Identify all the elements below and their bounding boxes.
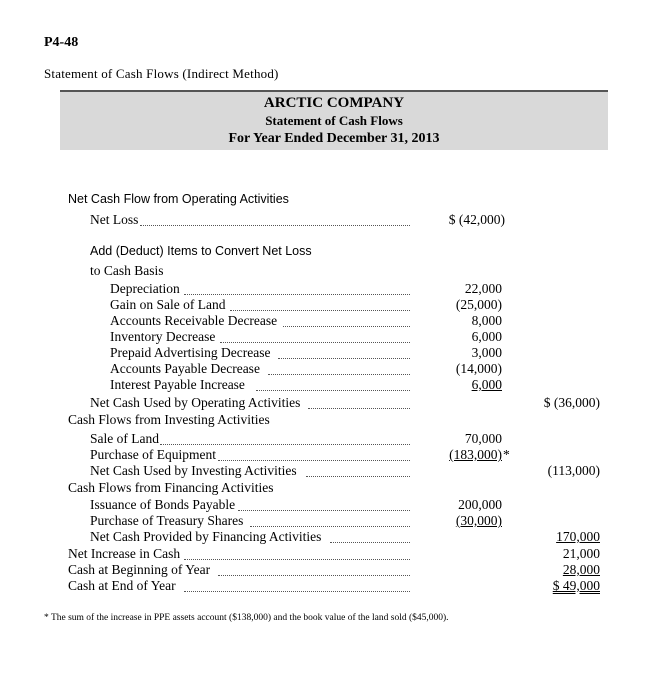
leader-dots [308,408,410,409]
op-item-value: 8,000 [471,313,502,328]
op-item-value: 6,000 [471,377,502,392]
footnote: * The sum of the increase in PPE assets account ($138,000) and the book value of the land sold ($45,000). [44,613,449,623]
total-label: Cash at Beginning of Year [68,562,211,577]
op-item-label: Gain on Sale of Land [110,297,226,312]
investing-heading: Cash Flows from Investing Activities [68,412,270,427]
inv-item-label: Sale of Land [90,431,159,446]
leader-dots [256,390,410,391]
op-item-value: (14,000) [455,361,502,376]
total-value: 28,000 [562,562,600,577]
inv-net-label: Net Cash Used by Investing Activities [90,463,297,478]
leader-dots [283,326,410,327]
leader-dots [218,460,410,461]
fin-item-label: Purchase of Treasury Shares [90,513,244,528]
op-item-value: 6,000 [471,329,502,344]
op-item-value: 3,000 [471,345,502,360]
statement-header [60,90,608,150]
total-label: Cash at End of Year [68,578,176,593]
fin-item-value: 200,000 [458,497,502,512]
leader-dots [268,374,410,375]
leader-dots [184,591,410,592]
op-item-value: (25,000) [455,297,502,312]
total-value: $ 49,000 [552,578,600,593]
op-net-value: $ (36,000) [543,395,600,410]
op-net-label: Net Cash Used by Operating Activities [90,395,301,410]
adjust-heading-cont: to Cash Basis [90,263,164,278]
financing-heading: Cash Flows from Financing Activities [68,480,274,495]
op-item-label: Depreciation [110,281,180,296]
op-item-label: Inventory Decrease [110,329,216,344]
leader-dots [184,559,410,560]
inv-item-value: 70,000 [464,431,502,446]
net-loss-label: Net Loss [90,212,139,227]
statement-period: For Year Ended December 31, 2013 [228,131,440,146]
total-value: 21,000 [562,546,600,561]
adjust-heading: Add (Deduct) Items to Convert Net Loss [90,244,312,258]
inv-net-value: (113,000) [547,463,600,478]
op-item-label: Accounts Payable Decrease [110,361,260,376]
fin-net-label: Net Cash Provided by Financing Activities [90,529,322,544]
leader-dots [330,542,410,543]
leader-dots [238,510,410,511]
net-loss-value: $ (42,000) [448,212,505,227]
leader-dots [184,294,410,295]
footnote-marker: * [503,447,510,462]
statement-title: Statement of Cash Flows [265,113,403,128]
fin-item-label: Issuance of Bonds Payable [90,497,236,512]
leader-dots [160,444,410,445]
op-item-label: Prepaid Advertising Decrease [110,345,271,360]
leader-dots [220,342,410,343]
inv-item-value: (183,000) [449,447,502,462]
company-name: ARCTIC COMPANY [263,95,405,111]
operating-heading: Net Cash Flow from Operating Activities [68,192,289,206]
problem-id: P4-48 [44,35,79,50]
inv-item-label: Purchase of Equipment [90,447,216,462]
fin-item-value: (30,000) [455,513,502,528]
op-item-label: Interest Payable Increase [110,377,245,392]
section-title: Statement of Cash Flows (Indirect Method) [44,66,279,81]
leader-dots [140,225,410,226]
leader-dots [230,310,410,311]
fin-net-value: 170,000 [556,529,600,544]
leader-dots [278,358,410,359]
leader-dots [306,476,410,477]
total-label: Net Increase in Cash [68,546,181,561]
leader-dots [218,575,410,576]
op-item-label: Accounts Receivable Decrease [110,313,278,328]
op-item-value: 22,000 [464,281,502,296]
leader-dots [250,526,410,527]
